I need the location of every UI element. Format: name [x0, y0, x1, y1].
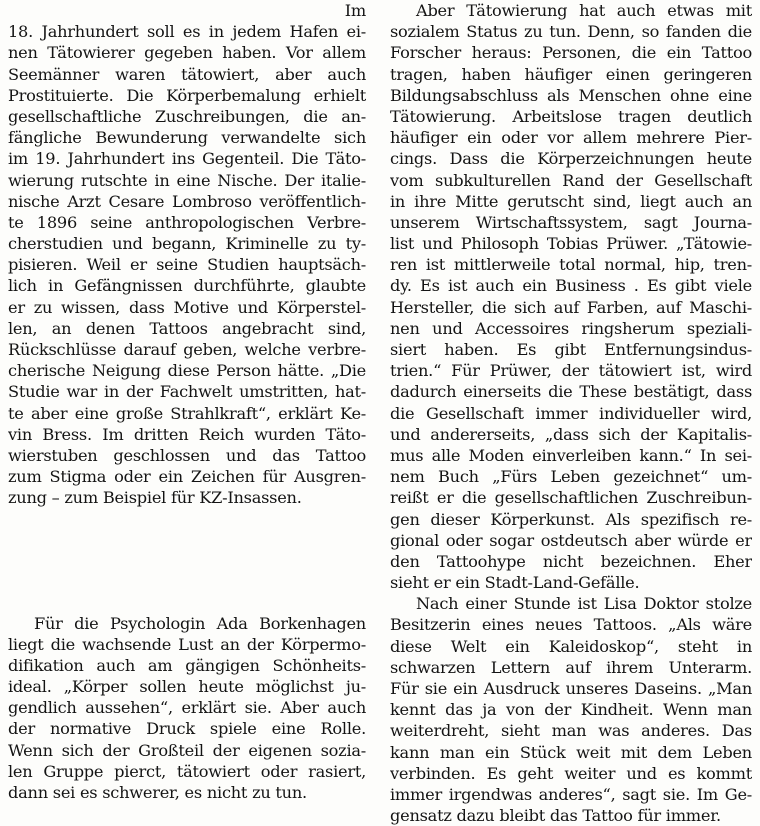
- text-line: ren ist mittlerweile total normal, hip, tren-: [390, 255, 752, 275]
- text-line: verbinden. Es geht weiter und es kommt: [390, 763, 752, 783]
- text-line: reißt er die gesellschaftlichen Zuschreibun-: [390, 488, 752, 508]
- text-line: unserem Wirtschaftssystem, sagt Journa-: [390, 212, 752, 232]
- text-line: dy. Es ist auch ein Business . Es gibt viele: [390, 276, 752, 296]
- text-line: der normative Druck spiele eine Rolle.: [8, 719, 366, 739]
- text-line: Rückschlüsse darauf geben, welche verbre-: [8, 340, 366, 359]
- text-line: und andererseits, „dass sich der Kapitalis-: [390, 424, 752, 444]
- text-line: zung – zum Beispiel für KZ-Insassen.: [8, 488, 302, 508]
- text-line: cherstudien und begann, Kriminelle zu ty-: [8, 234, 366, 254]
- text-line: dadurch einerseits die These bestätigt, dass: [390, 382, 752, 402]
- text-line: Aber Tätowierung hat auch etwas mit: [416, 1, 752, 20]
- text-line: kennt das ja von der Kindheit. Wenn man: [390, 700, 752, 720]
- text-line: gional oder sogar ostdeutsch aber würde er: [390, 530, 752, 550]
- text-line: Für sie ein Ausdruck unseres Daseins. „Man: [390, 679, 752, 698]
- text-line: den Tattoohype nicht bezeichnen. Eher: [390, 551, 752, 571]
- text-line: te aber eine große Strahlkraft“, erklärt Ke-: [8, 403, 366, 423]
- text-line: mus alle Moden einverleiben kann.“ In sei-: [390, 445, 752, 465]
- left-paragraph-2: [8, 613, 366, 804]
- text-line: difikation auch am gängigen Schönheits-: [8, 655, 366, 675]
- text-line: vin Bress. Im dritten Reich wurden Täto-: [8, 424, 366, 444]
- text-line: im 19. Jahrhundert ins Gegenteil. Die Täto-: [8, 149, 366, 169]
- text-line: cherische Neigung diese Person hätte. „Die: [8, 361, 366, 381]
- text-line: in ihre Mitte gerutscht sind, liegt auch an: [390, 191, 752, 211]
- column-gap: [8, 509, 366, 613]
- text-line: Nach einer Stunde ist Lisa Doktor stolze: [416, 594, 752, 614]
- text-line: häufiger ein oder vor allem mehrere Pier-: [390, 128, 752, 148]
- text-line: er zu wissen, dass Motive und Körperstel-: [8, 297, 366, 317]
- text-line: siert haben. Es gibt Entfernungsindus-: [390, 340, 752, 359]
- left-paragraph-1: [8, 0, 366, 509]
- text-line: fängliche Bewunderung verwandelte sich: [8, 128, 366, 148]
- text-line: Wenn sich der Großteil der eigenen sozia-: [8, 740, 366, 760]
- text-line: Studie war in der Fachwelt umstritten, hat-: [8, 382, 366, 402]
- text-line: lich in Gefängnissen durchführte, glaubte: [8, 276, 366, 296]
- text-line: cings. Dass die Körperzeichnungen heute: [390, 149, 752, 169]
- text-line: nem Buch „Fürs Leben gezeichnet“ um-: [390, 467, 752, 487]
- text-line: sozialem Status zu tun. Denn, so fanden die: [390, 22, 752, 42]
- text-line: vom subkulturellen Rand der Gesellschaft: [390, 170, 752, 190]
- text-line: Forscher heraus: Personen, die ein Tattoo: [390, 43, 752, 63]
- text-line: gesellschaftliche Zuschreibungen, die an-: [8, 106, 366, 126]
- text-line: trien.“ Für Prüwer, der tätowiert ist, wird: [390, 361, 752, 381]
- text-line: schwarzen Lettern auf ihrem Unterarm.: [390, 657, 752, 677]
- text-line: immer irgendwas anderes“, sagt sie. Im Ge-: [390, 784, 752, 804]
- text-line: liegt die wachsende Lust an der Körpermo-: [8, 634, 366, 654]
- text-line: tragen, haben häufiger einen geringeren: [390, 64, 752, 84]
- text-line: gensatz dazu bleibt das Tattoo für immer.: [390, 806, 721, 826]
- text-line: te 1896 seine anthropologischen Verbre-: [8, 212, 366, 232]
- text-line: wierstuben geschlossen und das Tattoo: [8, 445, 366, 465]
- text-line: len, an denen Tattoos angebracht sind,: [8, 318, 366, 338]
- text-line: nen Tätowierer gegeben haben. Vor allem: [8, 43, 366, 63]
- right-column: [390, 0, 752, 826]
- text-line: kann man ein Stück weit mit dem Leben: [390, 742, 752, 762]
- text-line: len Gruppe pierct, tätowiert oder rasiert,: [8, 761, 366, 781]
- text-line: list und Philosoph Tobias Prüwer. „Tätowie-: [390, 234, 752, 254]
- text-line: weiterdreht, sieht man was anderes. Das: [390, 721, 752, 741]
- text-line: ideal. „Körper sollen heute möglichst ju-: [8, 677, 366, 697]
- text-line: Hersteller, die sich auf Farben, auf Maschi-: [390, 297, 752, 317]
- text-line: 18. Jahrhundert soll es in jedem Hafen ei-: [8, 22, 366, 42]
- text-line: Bildungsabschluss als Menschen ohne eine: [390, 85, 752, 105]
- right-paragraph-1: [390, 0, 752, 593]
- text-line: pisieren. Weil er seine Studien hauptsäch-: [8, 255, 366, 275]
- text-line: dann sei es schwerer, es nicht zu tun.: [8, 783, 307, 802]
- text-line: Tätowierung. Arbeitslose tragen deutlich: [390, 106, 752, 126]
- text-line: zum Stigma oder ein Zeichen für Ausgren-: [8, 467, 366, 487]
- text-line: Besitzerin eines neues Tattoos. „Als wäre: [390, 615, 752, 635]
- text-line: Seemänner waren tätowiert, aber auch: [8, 64, 366, 84]
- text-line: Im: [344, 1, 366, 20]
- right-paragraph-2: [390, 593, 752, 826]
- text-line: nische Arzt Cesare Lombroso veröffentlich-: [8, 191, 366, 211]
- text-line: sieht er ein Stadt-Land-Gefälle.: [390, 573, 640, 593]
- left-column: [8, 0, 366, 803]
- text-line: gendlich aussehen“, erklärt sie. Aber auch: [8, 698, 366, 718]
- text-line: Prostituierte. Die Körperbemalung erhielt: [8, 85, 366, 105]
- text-line: die Gesellschaft immer individueller wird,: [390, 403, 752, 423]
- text-line: nen und Accessoires ringsherum speziali-: [390, 318, 752, 338]
- text-line: Für die Psychologin Ada Borkenhagen: [34, 613, 366, 633]
- text-line: wierung rutschte in eine Nische. Der italie-: [8, 170, 366, 190]
- text-line: gen dieser Körperkunst. Als spezifisch re-: [390, 509, 752, 529]
- text-line: diese Welt ein Kaleidoskop“, steht in: [390, 636, 752, 656]
